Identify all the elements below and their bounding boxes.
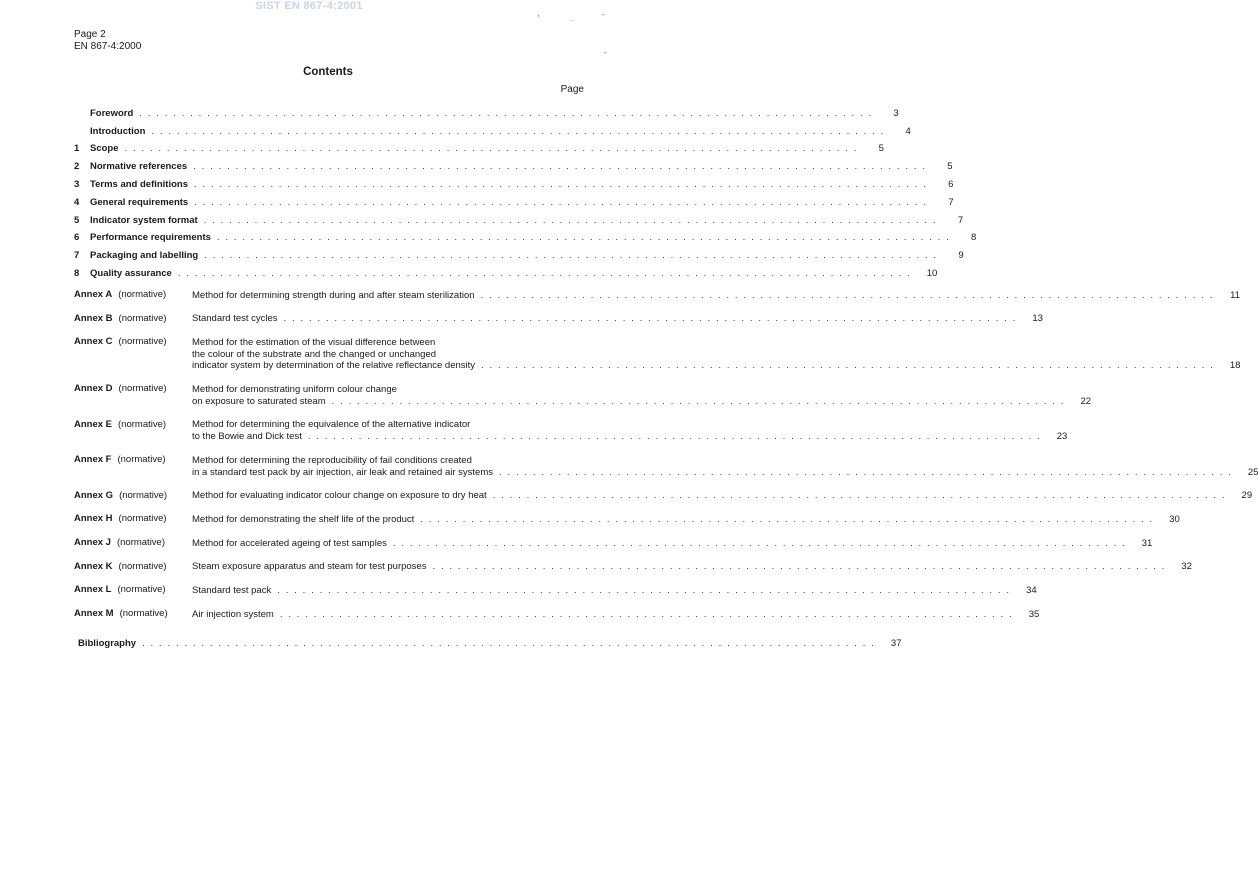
annex-title-line [192,537,1152,549]
toc-annex-entry[interactable] [74,536,1153,549]
leader-dots: . . . . . . . . . . . . . . . . . . . . . . . . . . . . . . . . . . . . . . . . . . . . . . . . . . . . . . . . . . . . . . . . . . . . . . . . . . . . . . . . . . . . . . . [277,584,1011,596]
leader-dots: . . . . . . . . . . . . . . . . . . . . . . . . . . . . . . . . . . . . . . . . . . . . . . . . . . . . . . . . . . . . . . . . . . . . . . . . . . . . . . . . . . . . . . . [279,608,1014,620]
toc-entry-page: 5 [878,143,884,155]
annex-title-line [192,348,1240,360]
toc-annex-entry[interactable] [74,418,1068,443]
toc-entry[interactable] [74,101,899,119]
toc-entry-number: 6 [74,232,80,244]
table-of-contents [74,101,1258,650]
leader-dots: . . . . . . . . . . . . . . . . . . . . . . . . . . . . . . . . . . . . . . . . . . . . . . . . . . . . . . . . . . . . . . . . . . . . . . . . . . . . . . . . . . . . . . . [392,537,1127,549]
annex-title-line [192,313,1043,325]
annex-title-text: on exposure to saturated steam [192,395,326,407]
annex-title [192,336,1240,371]
annex-title-text: Method for determining strength during and after steam sterilization [192,289,475,301]
toc-entry-number: 3 [74,178,80,190]
toc-entry-bibliography[interactable] [74,632,902,650]
annex-title-line [192,360,1240,372]
annex-title [192,490,1252,502]
annex-title-text: Method for evaluating indicator colour change on exposure to dry heat [192,490,487,502]
toc-annex-entry[interactable] [74,584,1037,596]
annex-identifier [74,289,192,301]
toc-annex-entry[interactable] [74,383,1092,407]
annex-title-line [192,561,1192,573]
annex-title-line [192,490,1252,502]
toc-entry-page: 32 [1181,561,1192,573]
annex-title-text: Method for the estimation of the visual difference between [192,337,436,349]
annex-id: Annex D [74,383,113,395]
annex-identifier [74,537,192,549]
toc-entry-page: 7 [948,196,954,208]
toc-entry-page: 35 [1028,608,1040,620]
toc-entry-number: 4 [74,196,80,208]
annex-title [192,584,1037,596]
toc-entry-label: Foreword [90,107,134,119]
toc-entry-label: Quality assurance [90,267,172,279]
leader-dots: . . . . . . . . . . . . . . . . . . . . . . . . . . . . . . . . . . . . . . . . . . . . . . . . . . . . . . . . . . . . . . . . . . . . . . . . . . . . . . . . . . . . . . . [139,107,873,119]
annex-title-line [192,513,1180,525]
leader-dots: . . . . . . . . . . . . . . . . . . . . . . . . . . . . . . . . . . . . . . . . . . . . . . . . . . . . . . . . . . . . . . . . . . . . . . . . . . . . . . . . . . . . . . . [481,360,1215,372]
toc-entry-number: 7 [74,250,80,262]
toc-annex-entry[interactable] [74,489,1253,502]
page-number: Page 2 [74,29,106,40]
annex-id: Annex F [74,454,112,466]
leader-dots: . . . . . . . . . . . . . . . . . . . . . . . . . . . . . . . . . . . . . . . . . . . . . . . . . . . . . . . . . . . . . . . . . . . . . . . . . . . . . . . . . . . . . . . [492,490,1227,502]
leader-dots: . . . . . . . . . . . . . . . . . . . . . . . . . . . . . . . . . . . . . . . . . . . . . . . . . . . . . . . . . . . . . . . . . . . . . . . . . . . . . . . . . . . . . . . [177,267,912,279]
annex-title-text: the colour of the substrate and the changed or unchanged [192,348,437,360]
annex-title-line [192,608,1039,620]
annex-id: Annex M [74,607,114,619]
annex-type: (normative) [118,288,167,300]
annex-title-text: Method for demonstrating uniform colour change [192,384,397,396]
annex-title-line [192,395,1091,407]
scan-mark: - [602,10,605,19]
annex-title [192,383,1091,406]
annex-type: (normative) [119,489,168,501]
toc-entry-page: 22 [1080,395,1092,407]
leader-dots: . . . . . . . . . . . . . . . . . . . . . . . . . . . . . . . . . . . . . . . . . . . . . . . . . . . . . . . . . . . . . . . . . . . . . . . . . . . . . . . . . . . . . . . [331,395,1066,407]
annex-type: (normative) [118,560,167,572]
toc-entry[interactable] [74,137,884,155]
annex-type: (normative) [118,336,167,348]
annex-identifier [74,383,192,406]
annex-id: Annex C [74,336,113,348]
toc-entry-page: 23 [1056,431,1068,443]
annex-identifier [74,336,192,371]
page-column-label: Page [560,84,584,95]
toc-entry-page: 6 [948,178,954,190]
annex-title-line [192,466,1258,478]
annex-id: Annex K [74,560,113,572]
standard-number: EN 867-4:2000 [74,41,142,52]
leader-dots: . . . . . . . . . . . . . . . . . . . . . . . . . . . . . . . . . . . . . . . . . . . . . . . . . . . . . . . . . . . . . . . . . . . . . . . . . . . . . . . . . . . . . . . [499,466,1233,478]
toc-entry-page: 13 [1032,313,1043,325]
annex-title [192,454,1258,477]
toc-entry-page: 31 [1141,537,1153,549]
annex-title-text: in a standard test pack by air injection, air leak and retained air systems [192,466,493,478]
watermark: SIST EN 867-4:2001 [255,0,363,12]
leader-dots: . . . . . . . . . . . . . . . . . . . . . . . . . . . . . . . . . . . . . . . . . . . . . . . . . . . . . . . . . . . . . . . . . . . . . . . . . . . . . . . . . . . . . . . [151,125,885,137]
annex-identifier [74,490,192,502]
annex-id: Annex B [74,312,113,324]
toc-entry-page: 37 [890,638,902,650]
annex-title-line [192,430,1067,442]
scan-mark: ' [538,14,540,23]
toc-entry-label: Indicator system format [90,214,198,226]
toc-entry-page: 29 [1241,490,1253,502]
annex-type: (normative) [117,584,166,596]
annex-title-text: Method for determining the equivalence of the alternative indicator [192,419,471,431]
page-header [74,29,141,53]
toc-entry-label: Scope [90,143,119,155]
toc-entry[interactable] [74,243,964,262]
leader-dots: . . . . . . . . . . . . . . . . . . . . . . . . . . . . . . . . . . . . . . . . . . . . . . . . . . . . . . . . . . . . . . . . . . . . . . . . . . . . . . . . . . . . . . . [432,561,1166,573]
annex-type: (normative) [117,454,166,466]
annex-id: Annex H [74,513,113,525]
annex-title [192,537,1152,549]
toc-entry-number: 2 [74,161,80,173]
leader-dots: . . . . . . . . . . . . . . . . . . . . . . . . . . . . . . . . . . . . . . . . . . . . . . . . . . . . . . . . . . . . . . . . . . . . . . . . . . . . . . . . . . . . . . . [142,638,876,650]
annex-id: Annex E [74,418,113,430]
scan-mark: . [571,14,574,23]
toc-annex-entry[interactable] [74,288,1240,301]
toc-entry-number: 5 [74,214,80,226]
toc-annex-entry[interactable] [74,312,1043,325]
annex-identifier [74,419,192,442]
toc-entry-page: 5 [947,161,953,173]
annex-title-line [192,336,1240,348]
toc-annex-entry[interactable] [74,560,1192,573]
leader-dots: . . . . . . . . . . . . . . . . . . . . . . . . . . . . . . . . . . . . . . . . . . . . . . . . . . . . . . . . . . . . . . . . . . . . . . . . . . . . . . . . . . . . . . . [216,232,951,244]
toc-entry[interactable] [74,154,953,173]
annex-title-line [192,454,1258,466]
annex-title-line [192,584,1037,596]
annex-type: (normative) [119,607,168,619]
toc-entry-label: Packaging and labelling [90,250,199,262]
toc-entry-page: 34 [1026,584,1037,596]
annex-identifier [74,513,192,525]
annex-title-line [192,289,1240,301]
leader-dots: . . . . . . . . . . . . . . . . . . . . . . . . . . . . . . . . . . . . . . . . . . . . . . . . . . . . . . . . . . . . . . . . . . . . . . . . . . . . . . . . . . . . . . . [307,431,1042,443]
annex-title-line [192,419,1067,431]
annex-title [192,561,1192,573]
toc-entry-label: Terms and definitions [90,178,189,190]
leader-dots: . . . . . . . . . . . . . . . . . . . . . . . . . . . . . . . . . . . . . . . . . . . . . . . . . . . . . . . . . . . . . . . . . . . . . . . . . . . . . . . . . . . . . . . [194,178,928,190]
toc-entry-page: 4 [905,125,911,137]
toc-annex-entry[interactable] [74,454,1258,478]
annex-title-text: Standard test pack [192,584,272,596]
toc-entry-number: 8 [74,267,80,279]
toc-entry[interactable] [74,208,964,226]
annex-title-text: Standard test cycles [192,313,278,325]
toc-entry-page: 7 [957,214,964,226]
annex-identifier [74,584,192,596]
annex-title-text: Steam exposure apparatus and steam for test purposes [192,561,427,573]
annex-type: (normative) [118,418,167,430]
annex-identifier [74,561,192,573]
annex-title [192,608,1039,620]
leader-dots: . . . . . . . . . . . . . . . . . . . . . . . . . . . . . . . . . . . . . . . . . . . . . . . . . . . . . . . . . . . . . . . . . . . . . . . . . . . . . . . . . . . . . . . [420,513,1154,525]
annex-id: Annex L [74,584,112,596]
toc-entry-label: Introduction [90,125,146,137]
toc-entry-page: 11 [1230,289,1240,301]
leader-dots: . . . . . . . . . . . . . . . . . . . . . . . . . . . . . . . . . . . . . . . . . . . . . . . . . . . . . . . . . . . . . . . . . . . . . . . . . . . . . . . . . . . . . . . [283,313,1017,325]
annex-type: (normative) [118,312,167,324]
toc-entry-label: Bibliography [78,638,137,650]
annex-title-text: Method for accelerated ageing of test samples [192,537,387,549]
annex-title-line [192,383,1091,395]
annex-title-text: Method for determining the reproducibility of fail conditions created [192,454,472,466]
annex-id: Annex A [74,288,113,300]
toc-entry-page: 3 [893,107,899,119]
main-entries [74,101,977,279]
toc-entry[interactable] [74,226,977,244]
annex-title [192,289,1240,301]
toc-entry[interactable] [74,261,938,279]
toc-entry-label: Performance requirements [90,232,211,244]
leader-dots: . . . . . . . . . . . . . . . . . . . . . . . . . . . . . . . . . . . . . . . . . . . . . . . . . . . . . . . . . . . . . . . . . . . . . . . . . . . . . . . . . . . . . . . [203,214,938,226]
annex-title-text: to the Bowie and Dick test [192,431,302,443]
annex-id: Annex J [74,536,111,548]
annex-identifier [74,454,192,477]
toc-entry[interactable] [74,172,954,190]
toc-annex-entry[interactable] [74,336,1241,372]
toc-entry[interactable] [74,119,911,137]
annex-type: (normative) [116,536,166,548]
annex-id: Annex G [74,489,114,501]
annex-title-text: Method for demonstrating the shelf life of the product [192,513,415,525]
annex-title [192,513,1180,525]
scan-mark: - [604,48,607,57]
annex-title [192,419,1067,442]
annex-title [192,313,1043,325]
leader-dots: . . . . . . . . . . . . . . . . . . . . . . . . . . . . . . . . . . . . . . . . . . . . . . . . . . . . . . . . . . . . . . . . . . . . . . . . . . . . . . . . . . . . . . . [124,143,858,155]
toc-entry-page: 30 [1169,513,1180,525]
annex-identifier [74,313,192,325]
toc-annex-entry[interactable] [74,513,1180,525]
annex-identifier [74,608,192,620]
toc-annex-entry[interactable] [74,607,1040,620]
toc-entry-number: 1 [74,143,80,155]
leader-dots: . . . . . . . . . . . . . . . . . . . . . . . . . . . . . . . . . . . . . . . . . . . . . . . . . . . . . . . . . . . . . . . . . . . . . . . . . . . . . . . . . . . . . . . [204,250,938,262]
leader-dots: . . . . . . . . . . . . . . . . . . . . . . . . . . . . . . . . . . . . . . . . . . . . . . . . . . . . . . . . . . . . . . . . . . . . . . . . . . . . . . . . . . . . . . . [193,161,927,173]
toc-entry-page: 25 [1247,466,1258,478]
toc-entry[interactable] [74,190,954,208]
annex-title-text: indicator system by determination of the relative reflectance density [192,360,476,372]
leader-dots: . . . . . . . . . . . . . . . . . . . . . . . . . . . . . . . . . . . . . . . . . . . . . . . . . . . . . . . . . . . . . . . . . . . . . . . . . . . . . . . . . . . . . . . [194,196,928,208]
page-title: Contents [303,66,353,78]
annex-title-text: Air injection system [192,608,274,620]
toc-entry-page: 8 [971,232,977,244]
annex-type: (normative) [118,513,167,525]
annex-entries [74,288,1258,620]
toc-entry-page: 9 [958,250,964,262]
annex-type: (normative) [118,383,167,395]
toc-entry-page: 18 [1229,360,1241,372]
leader-dots: . . . . . . . . . . . . . . . . . . . . . . . . . . . . . . . . . . . . . . . . . . . . . . . . . . . . . . . . . . . . . . . . . . . . . . . . . . . . . . . . . . . . . . . [480,289,1214,301]
toc-entry-label: Normative references [90,161,188,173]
toc-entry-page: 10 [926,267,938,279]
toc-entry-label: General requirements [90,196,189,208]
